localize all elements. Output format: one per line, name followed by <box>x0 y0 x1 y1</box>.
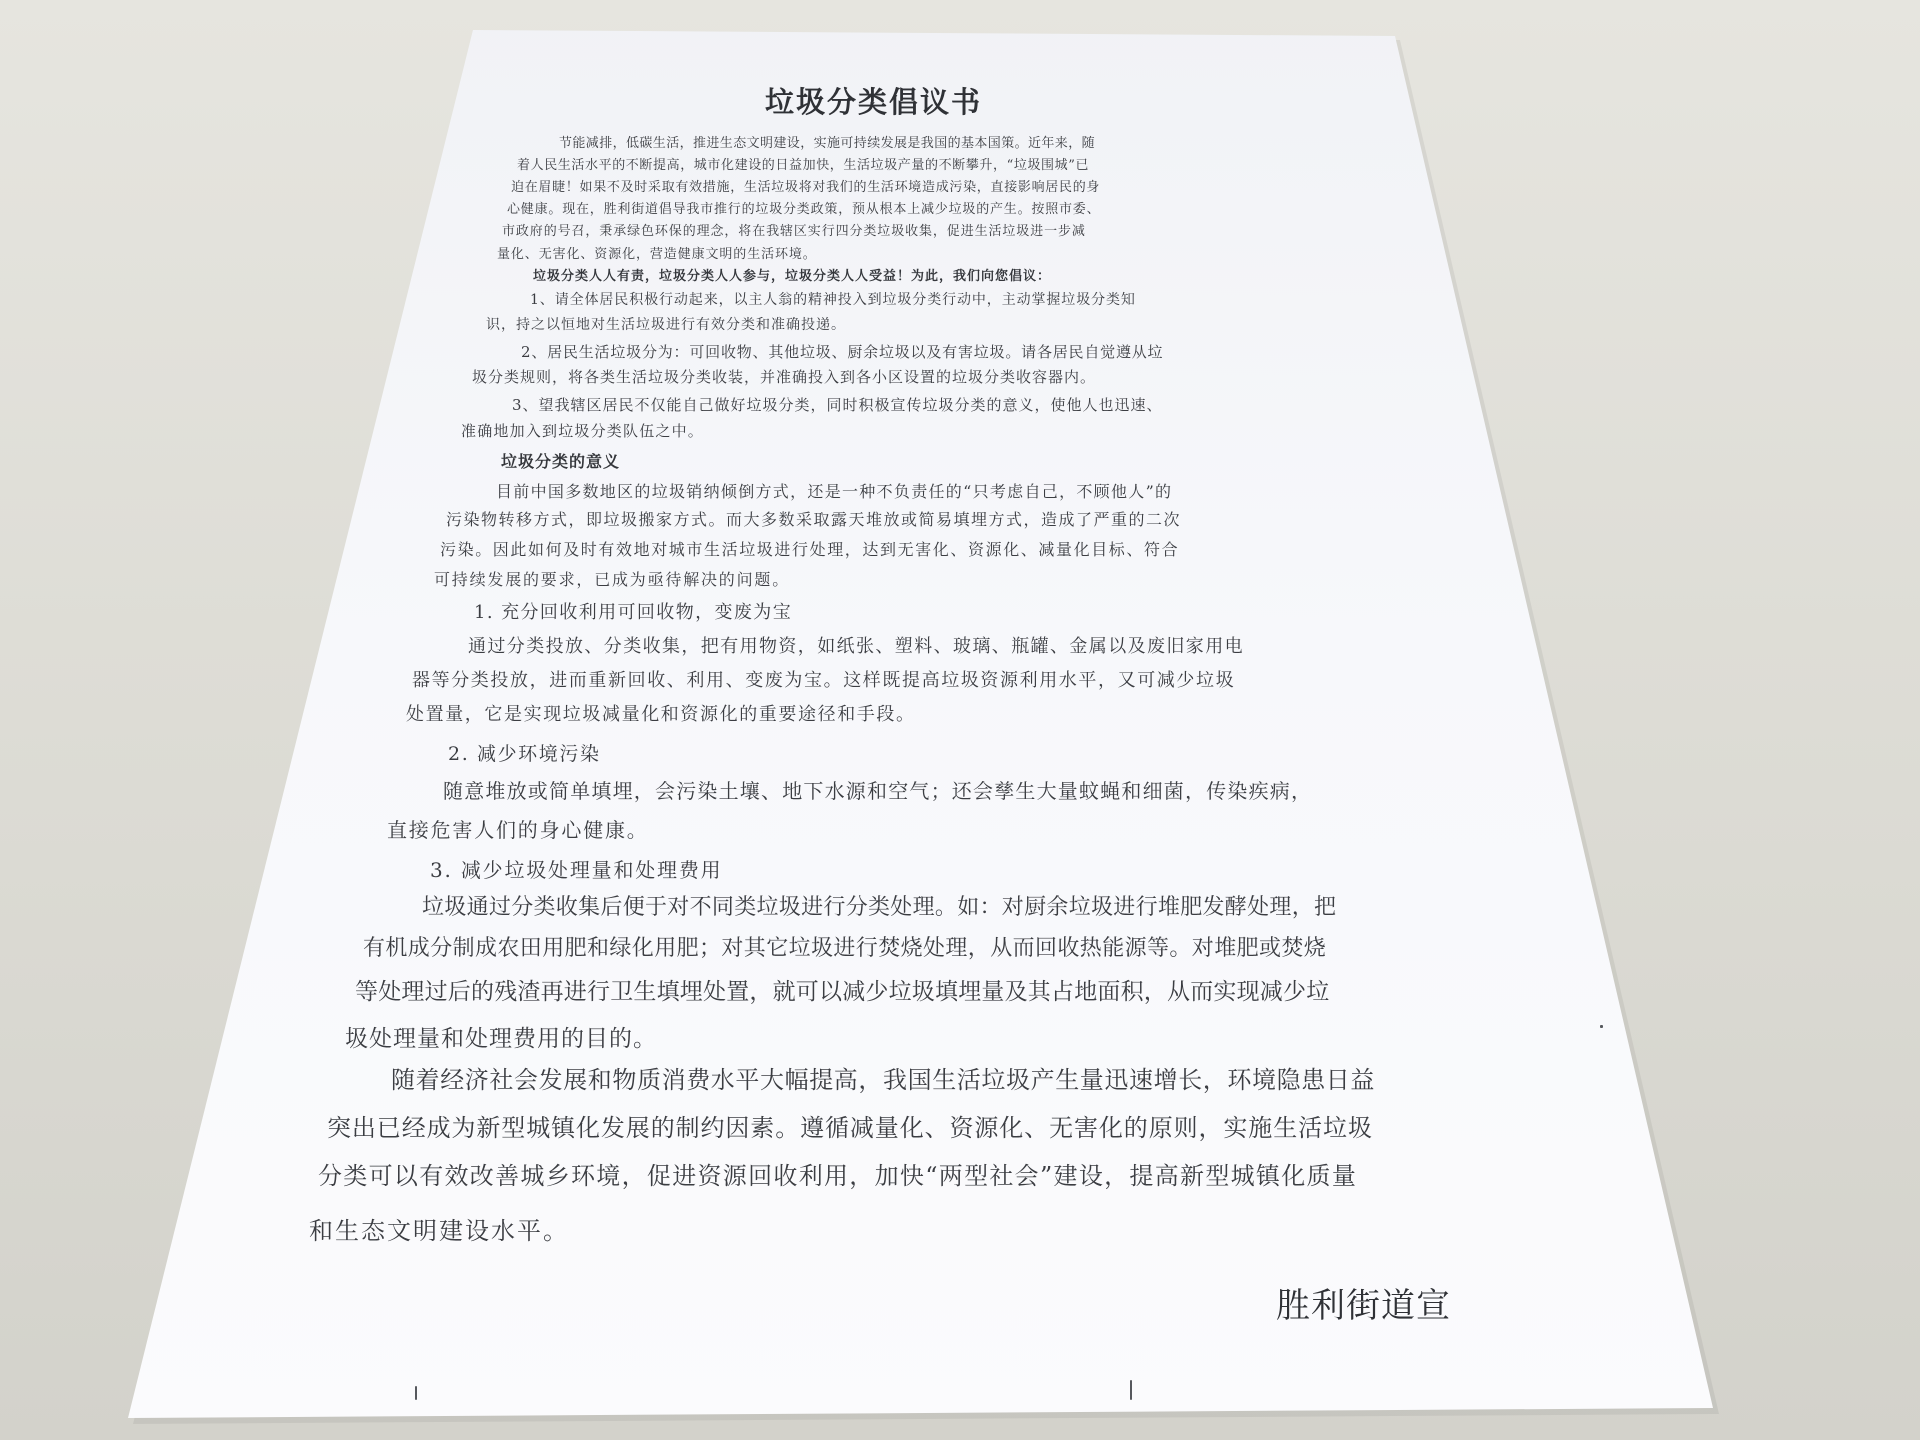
point-heading: 2. 减少环境污染 <box>448 743 601 765</box>
point-heading: 3. 减少垃圾处理量和处理费用 <box>430 858 723 882</box>
point-line: 随意堆放或简单填埋，会污染土壤、地下水源和空气；还会孳生大量蚊蝇和细菌，传染疾病， <box>443 779 1313 803</box>
point-line: 有机成分制成农田用肥和绿化用肥；对其它垃圾进行焚烧处理，从而回收热能源等。对堆肥或焚烧 <box>363 936 1327 961</box>
signature: 胜利街道宣 <box>1276 1286 1451 1326</box>
intro-line: 市政府的号召，秉承绿色环保的理念，将在我辖区实行四分类垃圾收集，促进生活垃圾进一步减 <box>502 224 1086 239</box>
closing-line: 分类可以有效改善城乡环境，促进资源回收利用，加快“两型社会”建设，提高新型城镇化质量 <box>318 1162 1358 1190</box>
proposal-line: 识，持之以恒地对生活垃圾进行有效分类和准确投递。 <box>486 317 846 333</box>
print-speck <box>415 1386 417 1400</box>
intro-line: 着人民生活水平的不断提高，城市化建设的日益加快，生活垃圾产量的不断攀升，“垃圾围城”已 <box>517 158 1090 173</box>
point-line: 圾处理量和处理费用的目的。 <box>345 1026 657 1052</box>
significance-line: 可持续发展的要求，已成为亟待解决的问题。 <box>434 570 791 589</box>
significance-heading: 垃圾分类的意义 <box>501 452 621 471</box>
intro-line: 迫在眉睫！如果不及时采取有效措施，生活垃圾将对我们的生活环境造成污染，直接影响居民的身 <box>511 180 1101 195</box>
print-speck <box>1600 1025 1603 1028</box>
intro-line: 量化、无害化、资源化，营造健康文明的生活环境。 <box>497 247 817 262</box>
print-speck <box>1130 1380 1132 1400</box>
proposal-line: 2、居民生活垃圾分为：可回收物、其他垃圾、厨余垃圾以及有害垃圾。请各居民自觉遵从垃 <box>521 343 1164 361</box>
intro-line: 节能减排，低碳生活，推进生态文明建设，实施可持续发展是我国的基本国策。近年来，随 <box>559 136 1096 151</box>
significance-line: 目前中国多数地区的垃圾销纳倾倒方式，还是一种不负责任的“只考虑自己，不顾他人”的 <box>496 482 1173 501</box>
significance-line: 污染物转移方式，即垃圾搬家方式。而大多数采取露天堆放或简易填埋方式，造成了严重的二次 <box>446 510 1182 529</box>
point-line: 处置量，它是实现垃圾减量化和资源化的重要途径和手段。 <box>406 704 916 725</box>
proposal-line: 准确地加入到垃圾分类队伍之中。 <box>461 422 705 440</box>
proposal-line: 3、望我辖区居民不仅能自己做好垃圾分类，同时积极宣传垃圾分类的意义，使他人也迅速、 <box>512 396 1163 414</box>
document-title: 垃圾分类倡议书 <box>765 85 983 119</box>
point-line: 通过分类投放、分类收集，把有用物资，如纸张、塑料、玻璃、瓶罐、金属以及废旧家用电 <box>468 636 1244 657</box>
significance-line: 污染。因此如何及时有效地对城市生活垃圾进行处理，达到无害化、资源化、减量化目标、符合 <box>440 540 1180 559</box>
point-line: 器等分类投放，进而重新回收、利用、变废为宝。这样既提高垃圾资源利用水平，又可减少垃圾 <box>412 670 1236 691</box>
closing-line: 突出已经成为新型城镇化发展的制约因素。遵循减量化、资源化、无害化的原则，实施生活垃圾 <box>327 1114 1373 1142</box>
point-line: 等处理过后的残渣再进行卫生填埋处置，就可以减少垃圾填埋量及其占地面积，从而实现减少垃 <box>355 979 1330 1005</box>
call-to-action: 垃圾分类人人有责，垃圾分类人人参与，垃圾分类人人受益！为此，我们向您倡议： <box>533 269 1052 284</box>
closing-line: 随着经济社会发展和物质消费水平大幅提高，我国生活垃圾产生量迅速增长，环境隐患日益 <box>391 1066 1375 1094</box>
point-heading: 1. 充分回收利用可回收物，变废为宝 <box>474 602 793 623</box>
point-line: 直接危害人们的身心健康。 <box>387 818 649 842</box>
proposal-line: 圾分类规则，将各类生活垃圾分类收装，并准确投入到各小区设置的垃圾分类收容器内。 <box>472 368 1097 386</box>
closing-line: 和生态文明建设水平。 <box>309 1217 569 1245</box>
proposal-line: 1、请全体居民积极行动起来，以主人翁的精神投入到垃圾分类行动中，主动掌握垃圾分类知 <box>530 292 1136 308</box>
point-line: 垃圾通过分类收集后便于对不同类垃圾进行分类处理。如：对厨余垃圾进行堆肥发酵处理，把 <box>422 895 1337 920</box>
intro-line: 心健康。现在，胜利街道倡导我市推行的垃圾分类政策，预从根本上减少垃圾的产生。按照市委、 <box>507 202 1101 217</box>
